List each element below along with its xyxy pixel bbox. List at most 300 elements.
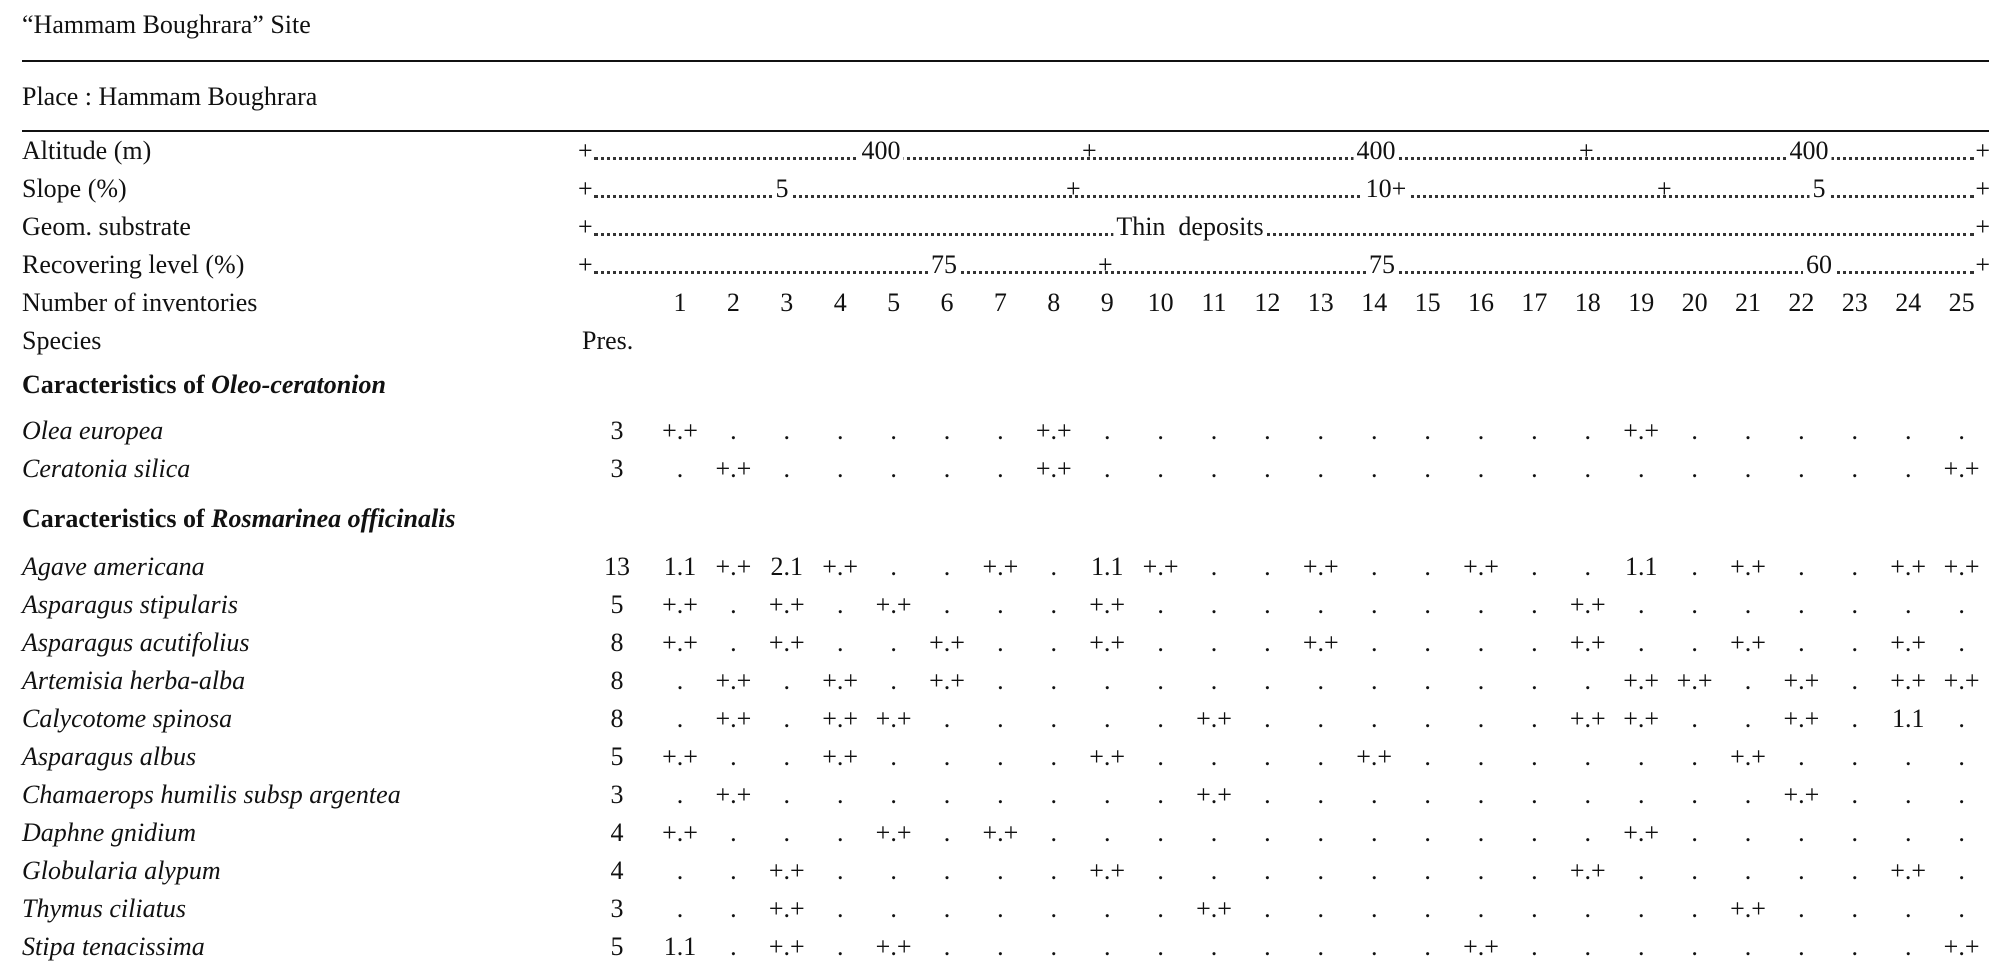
abundance-cell: . <box>1210 628 1218 657</box>
abundance-cell: . <box>783 742 791 771</box>
plus-marker: + <box>1975 212 1990 241</box>
abundance-cell: . <box>1264 856 1271 885</box>
inventory-number: 23 <box>1841 288 1868 317</box>
species-name: Ceratonia silica <box>22 454 191 483</box>
inventory-number: 5 <box>887 288 901 317</box>
abundance-cell: +.+ <box>1569 628 1606 657</box>
abundance-cell: . <box>1798 856 1805 885</box>
abundance-cell: . <box>943 856 951 885</box>
inventory-number: 4 <box>833 288 847 317</box>
recovering-line <box>578 250 1990 280</box>
abundance-cell: . <box>1744 856 1752 885</box>
plus-marker: + <box>1098 250 1113 279</box>
abundance-cell: . <box>1904 590 1912 619</box>
abundance-cell: . <box>1584 932 1592 961</box>
abundance-cell: . <box>1157 780 1164 809</box>
abundance-cell: . <box>1103 666 1111 695</box>
species-name: Chamaerops humilis subsp argentea <box>22 780 401 809</box>
abundance-cell: . <box>1050 628 1058 657</box>
inventory-number: 21 <box>1735 288 1761 317</box>
abundance-cell: . <box>1477 416 1485 445</box>
site-title: “Hammam Boughrara” Site <box>22 10 311 39</box>
abundance-cell: +.+ <box>1463 932 1499 961</box>
presence-count: 8 <box>610 666 624 695</box>
abundance-cell: . <box>1477 666 1485 695</box>
abundance-cell: . <box>1531 856 1538 885</box>
species-name: Asparagus albus <box>22 742 197 771</box>
abundance-cell: . <box>1210 666 1218 695</box>
abundance-cell: . <box>1637 742 1645 771</box>
recovering-value-3: 60 <box>1803 250 1835 280</box>
plus-marker: + <box>1657 174 1672 203</box>
abundance-cell: . <box>1851 416 1859 445</box>
abundance-cell: . <box>730 856 737 885</box>
recovering-value-2: 75 <box>1366 250 1398 280</box>
abundance-cell: . <box>1370 932 1378 961</box>
abundance-cell: . <box>1637 628 1645 657</box>
abundance-cell: . <box>890 666 897 695</box>
dotted-leader <box>594 271 1974 274</box>
group-header <box>22 504 456 534</box>
abundance-cell: . <box>1691 416 1698 445</box>
abundance-cell: +.+ <box>715 454 752 483</box>
abundance-cell: . <box>1798 818 1805 847</box>
abundance-cell: . <box>1798 416 1805 445</box>
abundance-cell: . <box>1531 552 1538 581</box>
abundance-cell: . <box>1744 666 1752 695</box>
abundance-cell: . <box>1744 704 1752 733</box>
abundance-cell: +.+ <box>1569 590 1606 619</box>
abundance-cell: . <box>1691 932 1698 961</box>
abundance-cell: . <box>1851 780 1859 809</box>
plus-marker: + <box>578 250 593 279</box>
abundance-cell: . <box>1584 416 1592 445</box>
group-prefix: Caracteristics of <box>22 504 212 533</box>
abundance-cell: . <box>1317 780 1325 809</box>
abundance-cell: . <box>890 780 897 809</box>
abundance-cell: . <box>1317 856 1325 885</box>
abundance-cell: +.+ <box>1943 552 1980 581</box>
abundance-cell: +.+ <box>1623 666 1660 695</box>
abundance-cell: . <box>1477 780 1485 809</box>
abundance-cell: . <box>1744 780 1752 809</box>
abundance-cell: . <box>1531 454 1538 483</box>
species-name: Asparagus stipularis <box>22 590 238 619</box>
abundance-cell: +.+ <box>662 590 698 619</box>
abundance-cell: . <box>1210 818 1218 847</box>
abundance-cell: . <box>783 704 791 733</box>
abundance-cell: . <box>1317 666 1325 695</box>
inventory-number: 2 <box>726 288 740 317</box>
abundance-cell: . <box>1424 590 1431 619</box>
abundance-cell: . <box>783 454 791 483</box>
abundance-cell: . <box>1637 590 1645 619</box>
abundance-cell: . <box>1798 552 1805 581</box>
abundance-cell: . <box>1851 666 1859 695</box>
plus-marker: + <box>578 212 593 241</box>
abundance-cell: . <box>1157 666 1164 695</box>
abundance-cell: +.+ <box>1089 856 1126 885</box>
abundance-cell: . <box>1050 894 1058 923</box>
inventory-number: 13 <box>1307 288 1334 317</box>
abundance-cell: . <box>676 856 684 885</box>
abundance-cell: . <box>1584 454 1592 483</box>
abundance-cell: . <box>836 454 844 483</box>
abundance-cell: . <box>1157 856 1164 885</box>
species-header: Species <box>22 326 102 355</box>
abundance-cell: . <box>676 780 684 809</box>
abundance-cell: . <box>1958 590 1965 619</box>
abundance-cell: . <box>1370 454 1378 483</box>
inventory-number: 20 <box>1681 288 1708 317</box>
abundance-cell: +.+ <box>768 932 805 961</box>
abundance-cell: . <box>676 666 684 695</box>
abundance-cell: . <box>1424 552 1431 581</box>
abundance-cell: . <box>1904 742 1912 771</box>
abundance-cell: . <box>1370 666 1378 695</box>
abundance-cell: +.+ <box>1943 454 1980 483</box>
abundance-cell: . <box>1958 742 1965 771</box>
abundance-cell: +.+ <box>1676 666 1713 695</box>
abundance-cell: . <box>1424 818 1431 847</box>
abundance-cell: +.+ <box>929 666 965 695</box>
abundance-cell: . <box>997 856 1004 885</box>
recovering-label: Recovering level (%) <box>22 250 245 279</box>
abundance-cell: . <box>1317 932 1325 961</box>
abundance-cell: . <box>1851 894 1859 923</box>
abundance-cell: . <box>1424 742 1431 771</box>
abundance-cell: +.+ <box>875 590 912 619</box>
abundance-cell: . <box>943 932 951 961</box>
abundance-cell: +.+ <box>1569 856 1606 885</box>
abundance-cell: . <box>1477 590 1485 619</box>
inventory-number: 24 <box>1895 288 1922 317</box>
abundance-cell: . <box>1264 552 1271 581</box>
abundance-cell: . <box>1317 818 1325 847</box>
abundance-cell: . <box>1744 932 1752 961</box>
abundance-cell: . <box>1210 454 1218 483</box>
presence-count: 5 <box>610 590 624 619</box>
abundance-cell: . <box>836 818 844 847</box>
altitude-value-1: 400 <box>859 136 904 166</box>
species-name: Globularia alypum <box>22 856 221 885</box>
abundance-cell: . <box>1851 628 1859 657</box>
abundance-cell: +.+ <box>1730 628 1766 657</box>
abundance-cell: +.+ <box>768 590 805 619</box>
abundance-cell: . <box>676 704 684 733</box>
abundance-cell: . <box>1691 628 1698 657</box>
abundance-cell: +.+ <box>1943 666 1980 695</box>
abundance-cell: . <box>1370 780 1378 809</box>
abundance-cell: . <box>1477 454 1485 483</box>
abundance-cell: . <box>1851 590 1859 619</box>
inventory-number: 8 <box>1047 288 1061 317</box>
place-label: Place : Hammam Boughrara <box>22 82 318 111</box>
abundance-cell: +.+ <box>875 704 912 733</box>
inventory-number: 6 <box>940 288 954 317</box>
altitude-value-3: 400 <box>1787 136 1832 166</box>
abundance-cell: . <box>1531 590 1538 619</box>
abundance-cell: . <box>1584 666 1592 695</box>
abundance-cell: . <box>676 454 684 483</box>
abundance-cell: . <box>890 856 897 885</box>
abundance-cell: . <box>1691 590 1698 619</box>
abundance-cell: +.+ <box>1196 704 1232 733</box>
abundance-cell: . <box>1210 590 1218 619</box>
abundance-cell: +.+ <box>982 552 1019 581</box>
abundance-cell: +.+ <box>1730 742 1766 771</box>
abundance-cell: . <box>1851 818 1859 847</box>
inventory-number: 10 <box>1147 288 1174 317</box>
abundance-cell: +.+ <box>875 932 912 961</box>
abundance-cell: +.+ <box>1142 552 1179 581</box>
abundance-cell: . <box>783 666 791 695</box>
inventory-number: 11 <box>1201 288 1227 317</box>
abundance-cell: +.+ <box>1035 416 1072 445</box>
plus-marker: + <box>1975 250 1990 279</box>
abundance-cell: . <box>1531 628 1538 657</box>
abundance-cell: . <box>1637 856 1645 885</box>
abundance-cell: . <box>943 818 951 847</box>
top-rule <box>22 60 1989 62</box>
abundance-cell: . <box>1958 704 1965 733</box>
presence-count: 3 <box>610 780 624 809</box>
abundance-cell: +.+ <box>768 628 805 657</box>
slope-value-3: 5 <box>1810 174 1829 204</box>
abundance-cell: . <box>1424 628 1431 657</box>
abundance-cell: . <box>1424 666 1431 695</box>
abundance-cell: . <box>836 856 844 885</box>
abundance-cell: . <box>1103 894 1111 923</box>
abundance-cell: 1.1 <box>663 932 697 961</box>
abundance-cell: . <box>1264 590 1271 619</box>
abundance-cell: +.+ <box>1463 552 1499 581</box>
abundance-cell: . <box>1584 780 1592 809</box>
abundance-cell: . <box>1157 416 1164 445</box>
abundance-cell: . <box>1477 628 1485 657</box>
plus-marker: + <box>1975 136 1990 165</box>
group-name: Oleo-ceratonion <box>211 370 386 399</box>
abundance-cell: . <box>1370 704 1378 733</box>
abundance-cell: . <box>1050 856 1058 885</box>
inventory-number: 18 <box>1574 288 1601 317</box>
abundance-cell: +.+ <box>715 666 752 695</box>
abundance-cell: . <box>1210 552 1218 581</box>
abundance-cell: +.+ <box>822 742 859 771</box>
abundance-cell: . <box>890 894 897 923</box>
abundance-cell: . <box>730 416 737 445</box>
abundance-cell: +.+ <box>1623 416 1660 445</box>
abundance-cell: +.+ <box>1356 742 1393 771</box>
slope-line <box>578 174 1990 204</box>
plus-marker: + <box>1082 136 1097 165</box>
abundance-cell: . <box>1691 780 1698 809</box>
abundance-cell: . <box>836 628 844 657</box>
abundance-cell: +.+ <box>875 818 912 847</box>
abundance-cell: . <box>997 666 1004 695</box>
abundance-cell: . <box>1424 454 1431 483</box>
abundance-cell: . <box>1050 552 1058 581</box>
abundance-cell: . <box>1958 628 1965 657</box>
abundance-cell: 1.1 <box>1624 552 1658 581</box>
abundance-cell: . <box>1370 416 1378 445</box>
abundance-cell: . <box>1157 704 1164 733</box>
abundance-cell: . <box>1103 818 1111 847</box>
abundance-cell: . <box>997 416 1004 445</box>
abundance-cell: +.+ <box>768 856 805 885</box>
abundance-cell: . <box>890 742 897 771</box>
abundance-cell: . <box>1264 666 1271 695</box>
abundance-cell: . <box>1370 590 1378 619</box>
abundance-cell: . <box>1798 590 1805 619</box>
abundance-cell: . <box>1103 704 1111 733</box>
abundance-cell: . <box>1264 780 1271 809</box>
abundance-cell: . <box>997 742 1004 771</box>
abundance-cell: . <box>1370 552 1378 581</box>
abundance-cell: . <box>1477 742 1485 771</box>
presence-count: 5 <box>610 932 624 961</box>
plus-marker: + <box>1066 174 1081 203</box>
group-name: Rosmarinea officinalis <box>211 504 456 533</box>
abundance-cell: . <box>943 894 951 923</box>
abundance-cell: . <box>1050 704 1058 733</box>
abundance-cell: +.+ <box>1089 742 1126 771</box>
abundance-cell: +.+ <box>1730 552 1766 581</box>
abundance-cell: . <box>943 454 951 483</box>
inventory-number: 15 <box>1414 288 1441 317</box>
presence-count: 3 <box>610 894 624 923</box>
abundance-cell: +.+ <box>1783 666 1820 695</box>
abundance-cell: . <box>1264 742 1271 771</box>
abundance-cell: . <box>1904 818 1912 847</box>
abundance-cell: . <box>1798 454 1805 483</box>
abundance-cell: +.+ <box>1035 454 1072 483</box>
abundance-cell: . <box>1050 818 1058 847</box>
abundance-cell: 1.1 <box>1891 704 1925 733</box>
species-name: Artemisia herba-alba <box>22 666 246 695</box>
abundance-cell: . <box>1851 856 1859 885</box>
presence-count: 3 <box>610 454 624 483</box>
abundance-cell: . <box>1477 704 1485 733</box>
abundance-cell: +.+ <box>929 628 965 657</box>
abundance-cell: +.+ <box>1302 628 1339 657</box>
abundance-cell: . <box>1904 416 1912 445</box>
abundance-cell: . <box>1264 416 1271 445</box>
abundance-cell: . <box>1958 894 1965 923</box>
abundance-cell: . <box>836 894 844 923</box>
inventory-number: 3 <box>780 288 794 317</box>
group-prefix: Caracteristics of <box>22 370 212 399</box>
abundance-cell: . <box>997 454 1004 483</box>
abundance-cell: . <box>1531 780 1538 809</box>
abundance-cell: . <box>1691 552 1698 581</box>
inventory-number: 12 <box>1254 288 1281 317</box>
inventory-number: 25 <box>1948 288 1975 317</box>
abundance-cell: +.+ <box>715 780 752 809</box>
abundance-cell: . <box>1637 780 1645 809</box>
abundance-cell: . <box>676 894 684 923</box>
abundance-cell: . <box>1851 932 1859 961</box>
abundance-cell: . <box>1477 856 1485 885</box>
abundance-cell: . <box>1050 590 1058 619</box>
abundance-cell: +.+ <box>1089 590 1126 619</box>
abundance-cell: . <box>1958 780 1965 809</box>
abundance-cell: +.+ <box>822 704 859 733</box>
species-name: Asparagus acutifolius <box>22 628 250 657</box>
abundance-cell: . <box>1637 454 1645 483</box>
inventory-number: 14 <box>1361 288 1388 317</box>
altitude-line <box>578 136 1990 166</box>
abundance-cell: . <box>1317 454 1325 483</box>
species-name: Calycotome spinosa <box>22 704 233 733</box>
dotted-leader <box>594 195 1974 198</box>
abundance-cell: 1.1 <box>1090 552 1124 581</box>
abundance-cell: +.+ <box>662 742 698 771</box>
abundance-cell: . <box>730 894 737 923</box>
slope-value-2: 10+ <box>1363 174 1410 204</box>
abundance-cell: +.+ <box>768 894 805 923</box>
abundance-cell: . <box>1157 894 1164 923</box>
abundance-cell: . <box>1691 856 1698 885</box>
abundance-cell: . <box>997 704 1004 733</box>
species-name: Olea europea <box>22 416 164 445</box>
abundance-cell: +.+ <box>715 704 752 733</box>
abundance-cell: . <box>1264 704 1271 733</box>
abundance-cell: . <box>730 590 737 619</box>
slope-value-1: 5 <box>773 174 792 204</box>
abundance-cell: . <box>1157 932 1164 961</box>
abundance-cell: . <box>1103 416 1111 445</box>
abundance-cell: . <box>1904 454 1912 483</box>
abundance-cell: . <box>943 416 951 445</box>
inventory-number: 22 <box>1788 288 1815 317</box>
abundance-cell: +.+ <box>1890 666 1927 695</box>
presence-count: 4 <box>610 856 624 885</box>
abundance-cell: +.+ <box>982 818 1019 847</box>
abundance-cell: . <box>1744 818 1752 847</box>
abundance-cell: . <box>1584 894 1592 923</box>
abundance-cell: . <box>836 932 844 961</box>
abundance-cell: . <box>1424 416 1431 445</box>
substrate-label: Geom. substrate <box>22 212 191 241</box>
abundance-cell: +.+ <box>662 818 698 847</box>
abundance-cell: . <box>1584 552 1592 581</box>
abundance-cell: . <box>1050 666 1058 695</box>
abundance-cell: +.+ <box>1730 894 1766 923</box>
abundance-cell: . <box>1637 932 1645 961</box>
substrate-value: Thin deposits <box>1113 212 1266 242</box>
abundance-cell: . <box>1103 454 1111 483</box>
abundance-cell: . <box>1157 590 1164 619</box>
abundance-cell: . <box>1477 818 1485 847</box>
abundance-cell: . <box>1584 742 1592 771</box>
abundance-cell: . <box>1851 552 1859 581</box>
abundance-cell: . <box>1744 416 1752 445</box>
abundance-cell: +.+ <box>1623 704 1660 733</box>
altitude-label: Altitude (m) <box>22 136 152 165</box>
abundance-cell: . <box>890 552 897 581</box>
abundance-cell: . <box>1370 818 1378 847</box>
presence-count: 8 <box>610 704 624 733</box>
abundance-cell: . <box>1798 932 1805 961</box>
abundance-cell: +.+ <box>1943 932 1980 961</box>
abundance-cell: . <box>1904 780 1912 809</box>
presence-count: 4 <box>610 818 624 847</box>
abundance-cell: . <box>783 818 791 847</box>
abundance-cell: +.+ <box>1569 704 1606 733</box>
abundance-cell: . <box>1157 628 1164 657</box>
abundance-cell: +.+ <box>1890 628 1927 657</box>
